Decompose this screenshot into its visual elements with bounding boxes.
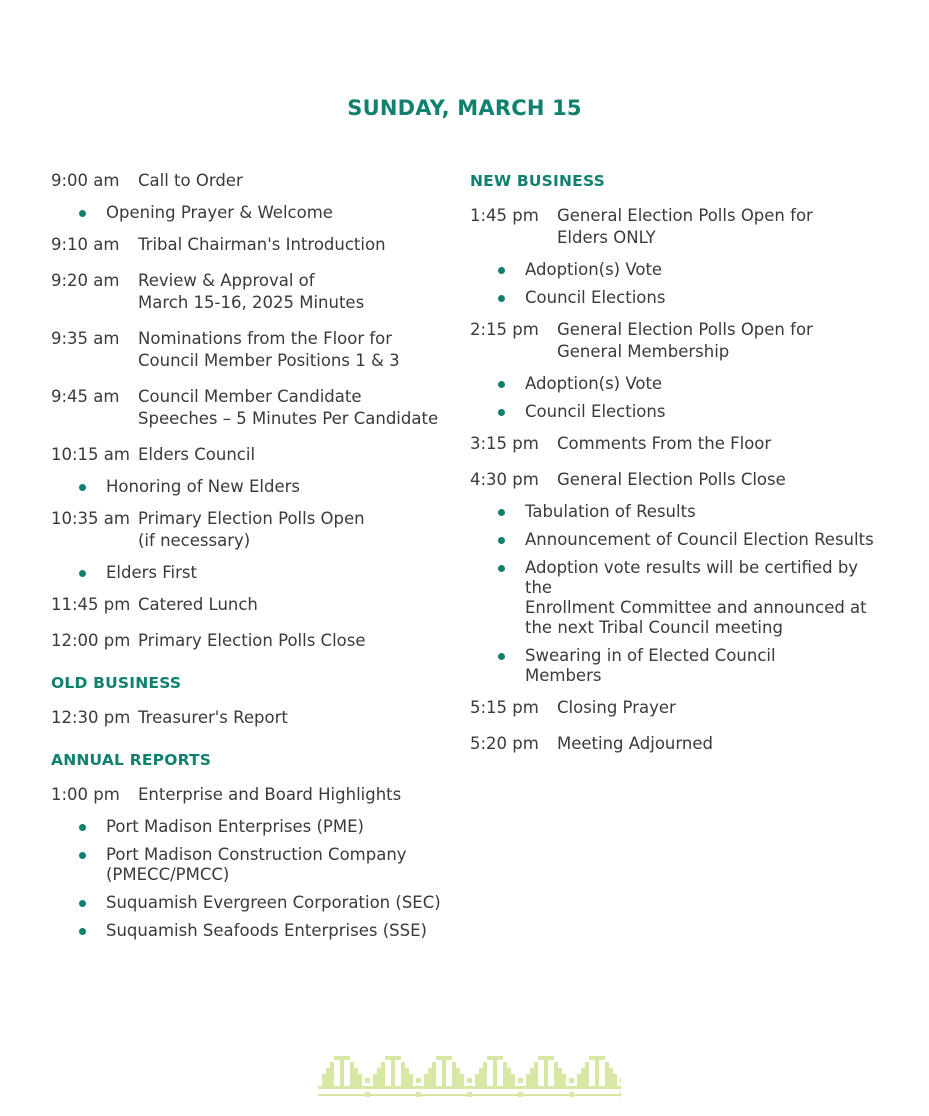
bullet-text: Council Elections — [525, 288, 666, 307]
agenda-text: Primary Election Polls Close — [138, 631, 366, 650]
bullet-text: Tabulation of Results — [525, 502, 696, 521]
bullet-text: Suquamish Seafoods Enterprises (SSE) — [106, 921, 427, 940]
agenda-text: Comments From the Floor — [557, 434, 772, 453]
agenda-time: 10:15 am — [51, 445, 130, 464]
agenda-text: Nominations from the Floor for Council Member Positions 1 & 3 — [138, 329, 400, 370]
bullet-dot-icon — [79, 852, 86, 859]
agenda-bullet — [498, 646, 890, 686]
agenda-time: 1:45 pm — [470, 206, 539, 225]
agenda-text: Elders Council — [138, 445, 256, 464]
agenda-time: 11:45 pm — [51, 595, 131, 614]
bullet-dot-icon — [498, 295, 505, 302]
agenda-group-annual-reports — [51, 784, 446, 941]
agenda-item — [51, 594, 446, 616]
bullet-dot-icon — [498, 409, 505, 416]
agenda-time: 3:15 pm — [470, 434, 539, 453]
agenda-time: 9:20 am — [51, 271, 120, 290]
bullet-text: Elders First — [106, 563, 197, 582]
agenda-item — [51, 444, 446, 466]
bullet-text: Port Madison Construction Company (PMECC/PMCC) — [106, 845, 407, 884]
agenda-time: 5:20 pm — [470, 734, 539, 753]
agenda-time: 9:45 am — [51, 387, 120, 406]
agenda-time: 4:30 pm — [470, 470, 539, 489]
left-column — [51, 170, 446, 952]
agenda-text: Meeting Adjourned — [557, 734, 713, 753]
bullet-dot-icon — [79, 484, 86, 491]
agenda-item — [470, 733, 890, 755]
page-title: SUNDAY, MARCH 15 — [347, 96, 582, 120]
agenda-bullet — [79, 893, 446, 913]
agenda-item — [51, 707, 446, 729]
agenda-group-old-business — [51, 707, 446, 729]
bullet-dot-icon — [79, 928, 86, 935]
agenda-bullet — [498, 260, 890, 280]
bullet-dot-icon — [498, 267, 505, 274]
bullet-text: Council Elections — [525, 402, 666, 421]
bullet-dot-icon — [498, 653, 505, 660]
agenda-bullet — [79, 921, 446, 941]
agenda-item — [51, 630, 446, 652]
agenda-text: Treasurer's Report — [138, 708, 288, 727]
agenda-item — [51, 328, 446, 372]
agenda-group-new-business — [470, 205, 890, 755]
agenda-time: 12:30 pm — [51, 708, 131, 727]
agenda-time: 9:35 am — [51, 329, 120, 348]
agenda-text: Tribal Chairman's Introduction — [138, 235, 386, 254]
agenda-time: 5:15 pm — [470, 698, 539, 717]
section-heading-annual-reports: ANNUAL REPORTS — [51, 751, 212, 769]
decorative-pattern-icon — [318, 1056, 621, 1100]
bullet-dot-icon — [498, 509, 505, 516]
agenda-item — [470, 697, 890, 719]
agenda-text: Catered Lunch — [138, 595, 258, 614]
bullet-dot-icon — [79, 210, 86, 217]
agenda-text: General Election Polls Close — [557, 470, 786, 489]
agenda-item — [51, 234, 446, 256]
bullet-text: Swearing in of Elected Council Members — [525, 646, 776, 685]
agenda-bullet — [79, 845, 446, 885]
agenda-text: Closing Prayer — [557, 698, 676, 717]
bullet-text: Port Madison Enterprises (PME) — [106, 817, 364, 836]
agenda-bullet — [498, 374, 890, 394]
agenda-item — [470, 433, 890, 455]
agenda-item — [51, 508, 446, 552]
bullet-text: Adoption vote results will be certified by the Enrollment Committee and announced at the next Tribal Council meeting — [525, 558, 867, 637]
agenda-item — [470, 319, 890, 363]
agenda-time: 9:00 am — [51, 171, 120, 190]
bullet-dot-icon — [79, 570, 86, 577]
agenda-item — [51, 784, 446, 806]
agenda-text: Primary Election Polls Open (if necessary) — [138, 509, 365, 550]
bullet-dot-icon — [79, 824, 86, 831]
agenda-bullet — [79, 203, 446, 223]
agenda-time: 2:15 pm — [470, 320, 539, 339]
bullet-dot-icon — [498, 565, 505, 572]
agenda-bullet — [498, 558, 890, 638]
agenda-item — [470, 469, 890, 491]
agenda-time: 12:00 pm — [51, 631, 131, 650]
agenda-time: 10:35 am — [51, 509, 130, 528]
bullet-text: Suquamish Evergreen Corporation (SEC) — [106, 893, 441, 912]
agenda-item — [51, 170, 446, 192]
agenda-item — [51, 270, 446, 314]
agenda-text: Council Member Candidate Speeches – 5 Minutes Per Candidate — [138, 387, 439, 428]
bullet-dot-icon — [498, 381, 505, 388]
bullet-text: Opening Prayer & Welcome — [106, 203, 333, 222]
agenda-bullet — [79, 817, 446, 837]
agenda-bullet — [498, 288, 890, 308]
agenda-group-morning — [51, 170, 446, 652]
bullet-dot-icon — [79, 900, 86, 907]
agenda-text: Enterprise and Board Highlights — [138, 785, 402, 804]
bullet-text: Announcement of Council Election Results — [525, 530, 874, 549]
section-heading-old-business: OLD BUSINESS — [51, 674, 182, 692]
agenda-time: 9:10 am — [51, 235, 120, 254]
agenda-time: 1:00 pm — [51, 785, 120, 804]
agenda-bullet — [498, 530, 890, 550]
agenda-text: General Election Polls Open for Elders ONLY — [557, 206, 813, 247]
agenda-item — [51, 386, 446, 430]
section-heading-new-business: NEW BUSINESS — [470, 172, 605, 190]
agenda-bullet — [79, 477, 446, 497]
agenda-bullet — [79, 563, 446, 583]
agenda-bullet — [498, 402, 890, 422]
agenda-bullet — [498, 502, 890, 522]
bullet-text: Adoption(s) Vote — [525, 374, 663, 393]
agenda-text: Review & Approval of March 15-16, 2025 Minutes — [138, 271, 365, 312]
bullet-text: Honoring of New Elders — [106, 477, 300, 496]
bullet-dot-icon — [498, 537, 505, 544]
right-column — [470, 170, 890, 769]
bullet-text: Adoption(s) Vote — [525, 260, 663, 279]
agenda-text: Call to Order — [138, 171, 243, 190]
agenda-text: General Election Polls Open for General Membership — [557, 320, 813, 361]
agenda-item — [470, 205, 890, 249]
